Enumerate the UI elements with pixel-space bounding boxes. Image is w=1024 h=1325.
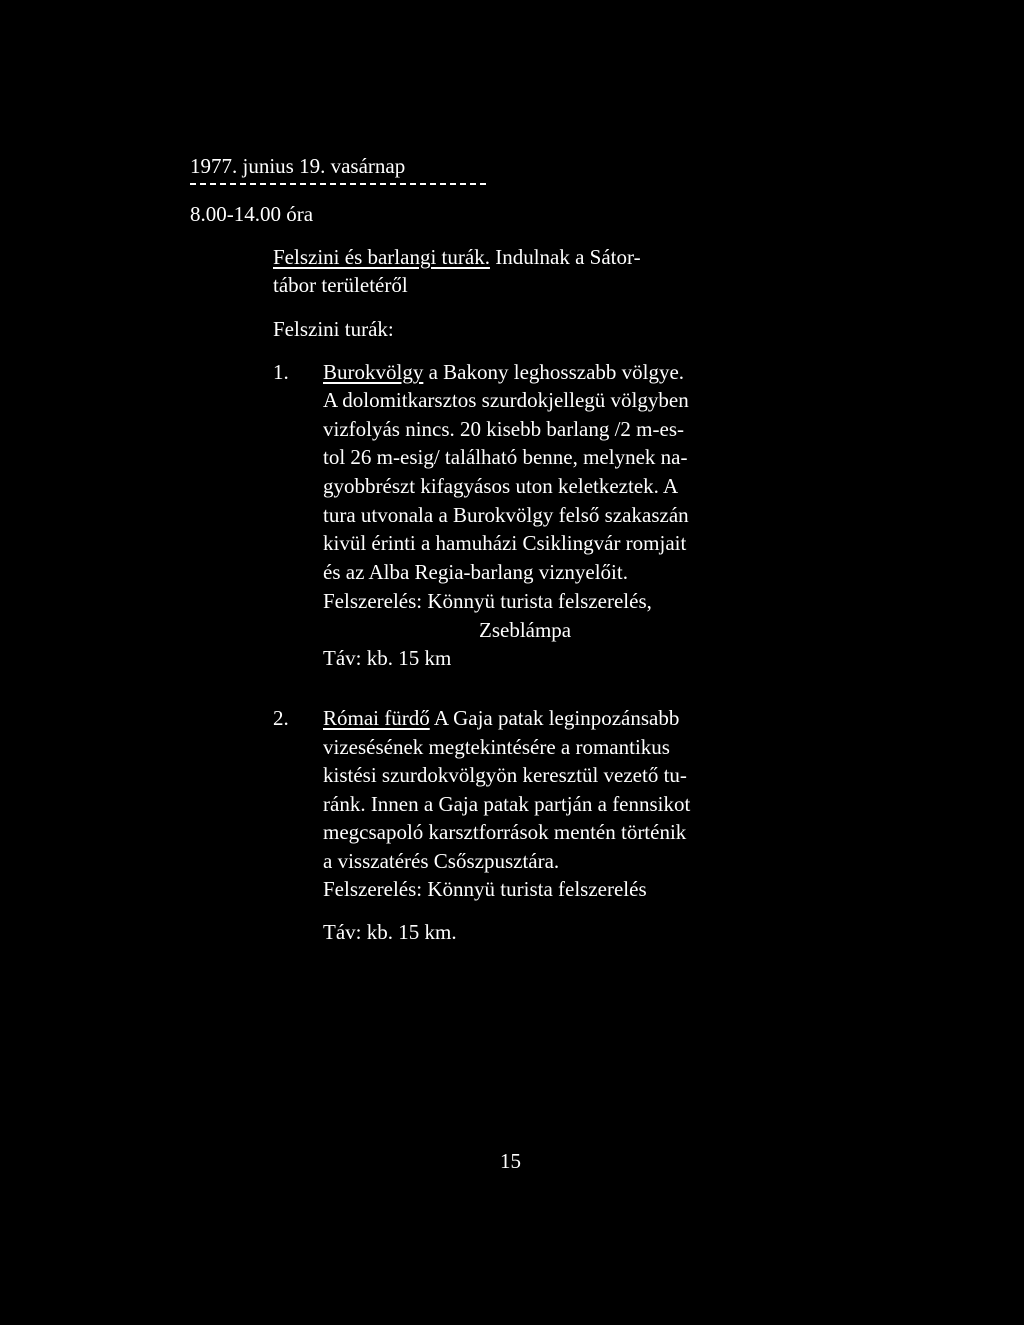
tour1-equipment-cont: Zseblámpa <box>479 618 572 642</box>
tour1-line-2: vizfolyás nincs. 20 kisebb barlang /2 m-es- <box>323 417 684 441</box>
tour1-name: Burokvölgy <box>323 360 424 384</box>
tour1-equipment: Felszerelés: Könnyü turista felszerelés, <box>323 589 652 613</box>
tour2-line-2: kistési szurdokvölgyön keresztül vezető tu- <box>323 763 687 787</box>
tour1-line-1: A dolomitkarsztos szurdokjellegü völgyben <box>323 388 689 412</box>
tour2-line-0: A Gaja patak leginpozánsabb <box>433 706 680 730</box>
intro-line-2: tábor területéről <box>273 273 408 297</box>
date-heading: 1977. junius 19. vasárnap <box>190 154 406 178</box>
tour1-number: 1. <box>273 360 289 384</box>
intro-title-rest: Indulnak a Sátor- <box>495 245 641 269</box>
tour2-first-line <box>323 704 679 732</box>
tour2-line-1: vizesésének megtekintésére a romantikus <box>323 735 670 759</box>
surface-tours-subhead: Felszini turák: <box>273 317 394 341</box>
tour1-line-4: gyobbrészt kifagyásos uton keletkeztek. A <box>323 474 679 498</box>
intro-title: Felszini és barlangi turák. <box>273 245 490 269</box>
page-number: 15 <box>500 1149 521 1173</box>
tour2-line-3: ránk. Innen a Gaja patak partján a fennsikot <box>323 792 691 816</box>
tour2-line-4: megcsapoló karsztforrások mentén történik <box>323 820 687 844</box>
tour2-number: 2. <box>273 706 289 730</box>
tour2-line-5: a visszatérés Csőszpusztára. <box>323 849 560 873</box>
intro-title-line <box>273 243 641 271</box>
time-range: 8.00-14.00 óra <box>190 202 314 226</box>
dashed-underline <box>190 183 486 185</box>
tour1-line-6: kivül érinti a hamuházi Csiklingvár romjait <box>323 531 687 555</box>
tour1-first-line <box>323 358 684 386</box>
tour1-distance: Táv: kb. 15 km <box>323 646 452 670</box>
tour1-line-5: tura utvonala a Burokvölgy felső szakaszán <box>323 503 689 527</box>
tour2-name: Római fürdő <box>323 706 430 730</box>
tour1-line-0: a Bakony leghosszabb völgye. <box>428 360 685 384</box>
tour2-distance: Táv: kb. 15 km. <box>323 920 457 944</box>
tour1-line-7: és az Alba Regia-barlang viznyelőit. <box>323 560 628 584</box>
tour1-line-3: tol 26 m-esig/ található benne, melynek na- <box>323 445 688 469</box>
tour2-equipment: Felszerelés: Könnyü turista felszerelés <box>323 877 647 901</box>
